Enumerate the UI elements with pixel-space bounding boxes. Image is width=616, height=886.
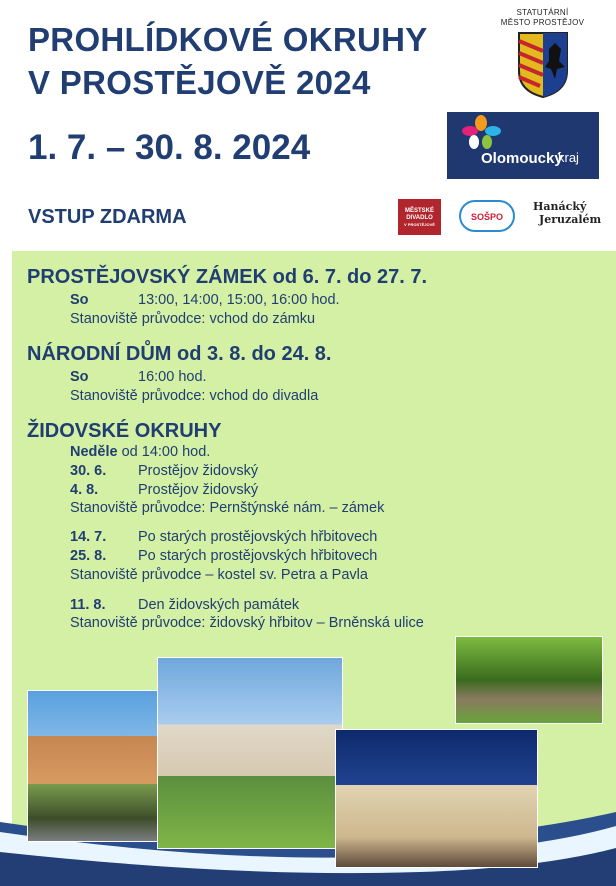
flower-icon <box>461 115 501 151</box>
dum-meeting: Stanoviště průvodce: vchod do divadla <box>70 388 319 404</box>
sospo-text: SOŠPO <box>470 212 503 222</box>
dum-heading: NÁRODNÍ DŮM od 3. 8. do 24. 8. <box>27 343 332 365</box>
sospo-logo <box>459 200 515 232</box>
hj-line-2: Jeruzalém <box>539 213 602 226</box>
list-item <box>70 463 258 479</box>
narodni-dum-photo <box>157 657 343 849</box>
city-logo <box>480 8 605 104</box>
cemetery-photo <box>455 636 603 724</box>
zid-heading: ŽIDOVSKÉ OKRUHY <box>27 420 222 442</box>
zamek-heading: PROSTĚJOVSKÝ ZÁMEK od 6. 7. do 27. 7. <box>27 266 428 288</box>
tour-date: 25. 8. <box>70 548 107 564</box>
dum-day: So <box>70 369 89 385</box>
list-item <box>70 529 377 545</box>
zid-meeting-1: Stanoviště průvodce: Pernštýnské nám. – zámek <box>70 500 385 516</box>
hanacky-jeruzalem-logo <box>533 200 603 236</box>
olomoucky-text: Olomoucký <box>481 150 563 167</box>
title-line-2: V PROSTĚJOVĚ 2024 <box>28 64 371 101</box>
hj-line-1: Hanácký <box>533 200 587 213</box>
zid-day: Neděle <box>70 444 118 460</box>
zamek-day: So <box>70 292 89 308</box>
city-caption-1: STATUTÁRNÍ <box>516 8 569 17</box>
zid-meeting-3: Stanoviště průvodce: židovský hřbitov – Brněnská ulice <box>70 615 424 631</box>
tour-date: 30. 6. <box>70 463 107 479</box>
zamek-schedule <box>70 292 340 308</box>
free-entry-label: VSTUP ZDARMA <box>28 206 187 228</box>
zid-day-row <box>70 444 210 460</box>
tour-name: Prostějov židovský <box>138 463 259 479</box>
tour-name: Po starých prostějovských hřbitovech <box>138 529 378 545</box>
tour-date: 11. 8. <box>70 597 106 613</box>
city-caption-2: MĚSTO PROSTĚJOV <box>500 18 585 27</box>
title-line-1: PROHLÍDKOVÉ OKRUHY <box>28 21 428 58</box>
dum-times: 16:00 hod. <box>138 369 207 385</box>
olomoucky-kraj-logo <box>447 112 599 179</box>
zid-meeting-2: Stanoviště průvodce – kostel sv. Petra a Pavla <box>70 567 368 583</box>
tour-name: Den židovských památek <box>138 597 300 613</box>
zamek-times: 13:00, 14:00, 15:00, 16:00 hod. <box>138 292 340 308</box>
zamek-meeting: Stanoviště průvodce: vchod do zámku <box>70 311 316 327</box>
town-square-night-photo <box>335 729 538 868</box>
page-title <box>28 18 428 104</box>
divadlo-line-2: DIVADLO <box>406 215 433 221</box>
kraj-text: kraj <box>558 150 579 165</box>
tour-date: 14. 7. <box>70 529 107 545</box>
list-item <box>70 548 377 564</box>
tour-name: Po starých prostějovských hřbitovech <box>138 548 378 564</box>
tour-name: Prostějov židovský <box>138 482 259 498</box>
divadlo-line-3: V PROSTĚJOVĚ <box>404 222 435 227</box>
zid-time: od 14:00 hod. <box>121 444 211 460</box>
dum-schedule <box>70 369 207 385</box>
date-range: 1. 7. – 30. 8. 2024 <box>28 128 311 167</box>
list-item <box>70 597 299 613</box>
list-item <box>70 482 258 498</box>
zamek-photo <box>27 690 177 842</box>
tour-date: 4. 8. <box>70 482 99 498</box>
mestske-divadlo-logo <box>398 199 441 235</box>
coat-of-arms-icon <box>516 31 570 99</box>
divadlo-line-1: MĚSTSKÉ <box>404 208 434 214</box>
